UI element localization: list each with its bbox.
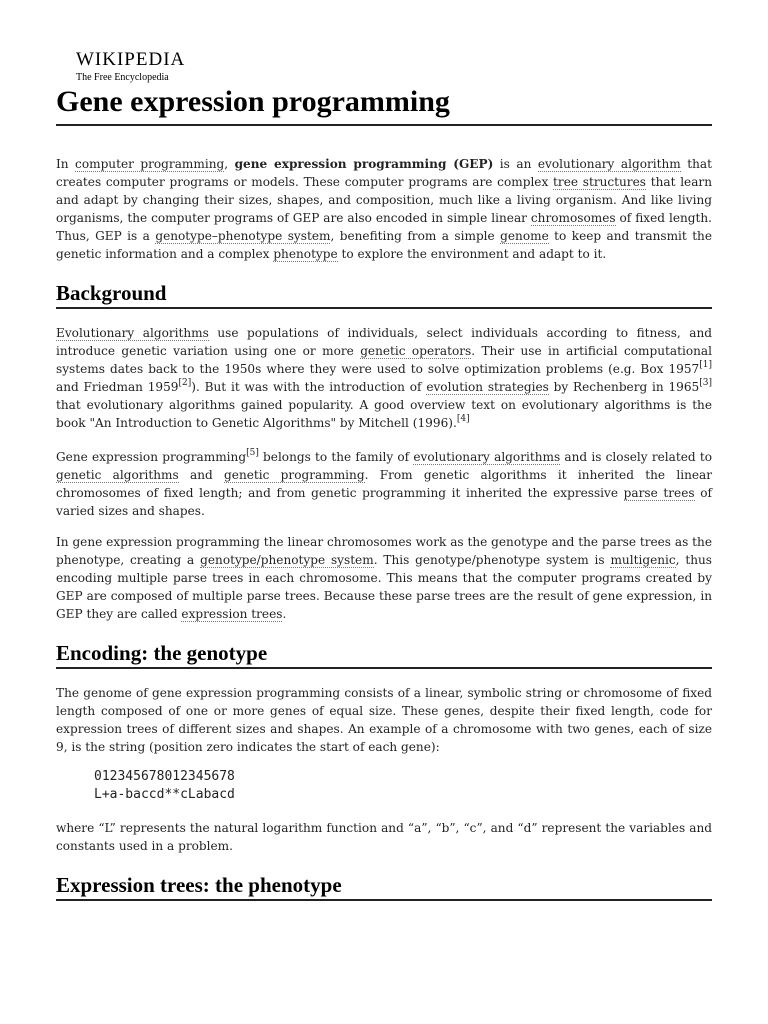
link-evolution-strategies[interactable]: evolution strategies <box>426 380 549 394</box>
background-paragraph-2: Gene expression programming[5] belongs to the family of evolutionary algorithms and is closely related to genetic algorithms and genetic programming. From genetic algorithms it inherited the linear chromosomes of fixed length; and from genetic programming it inherited the expressive parse trees of varied sizes and shapes. <box>56 448 713 518</box>
link-genome[interactable]: genome <box>500 229 549 243</box>
link-evolutionary-algorithm[interactable]: evolutionary algorithm <box>537 157 681 171</box>
link-genetic-algorithms[interactable]: genetic algorithms <box>56 468 179 482</box>
heading-expression-trees: Expression trees: the phenotype <box>56 871 712 901</box>
link-parse-trees[interactable]: parse trees <box>623 486 695 500</box>
background-paragraph-3: In gene expression programming the linear chromosomes work as the genotype and the parse trees as the phenotype, creating a genotype/phenotype system. This genotype/phenotype system is multigenic, thus encoding multiple parse trees in each chromosome. This means that the computer programs created by GEP are composed of multiple parse trees. Because these parse trees are the result of gene expression, in GEP they are called expression trees. <box>56 535 712 621</box>
encoding-paragraph-1: The genome of gene expression programming consists of a linear, symbolic string or chromosome of fixed length composed of one or more genes of equal size. These genes, despite their fixed length, code for expression trees of different sizes and shapes. An example of a chromosome with two genes, each of size 9, is the string (position zero indicates the start of each gene): <box>56 686 712 754</box>
link-computer-programming[interactable]: computer programming <box>75 157 225 171</box>
citation-1[interactable]: [1] <box>699 360 712 370</box>
page-title: Gene expression programming <box>56 82 712 126</box>
term-gep: gene expression programming (GEP) <box>234 157 494 171</box>
link-multigenic[interactable]: multigenic <box>610 553 676 567</box>
link-genetic-programming[interactable]: genetic programming <box>224 468 365 482</box>
link-genotype-phenotype-system-2[interactable]: genotype/phenotype system <box>200 553 374 567</box>
citation-5[interactable]: [5] <box>246 448 259 458</box>
citation-4[interactable]: [4] <box>456 414 470 424</box>
link-genetic-operators[interactable]: genetic operators <box>360 344 472 358</box>
intro-paragraph: In computer programming, gene expression programming (GEP) is an evolutionary algorithm that creates computer programs or models. These computer programs are complex tree structures that learn and adapt by changing their sizes, shapes, and composition, much like a living organism. And like living organisms, the computer programs of GEP are also encoded in simple linear chromosomes of fixed length. Thus, GEP is a genotype–phenotype system, benefiting from a simple genome to keep and transmit the genetic information and a complex phenotype to explore the environment and adapt to it. <box>56 157 712 261</box>
link-chromosomes[interactable]: chromosomes <box>530 211 616 225</box>
link-evolutionary-algorithms[interactable]: Evolutionary algorithms <box>56 326 209 340</box>
citation-3[interactable]: [3] <box>699 378 713 388</box>
link-tree-structures[interactable]: tree structures <box>553 175 646 189</box>
link-expression-trees[interactable]: expression trees <box>181 607 283 621</box>
code-chromosome: L+a-baccd**cLabacd <box>94 787 235 802</box>
encoding-paragraph-2: where “L” represents the natural logarithm function and “a”, “b”, “c”, and “d” represent the variables and constants used in a problem. <box>56 821 712 853</box>
link-genotype-phenotype-system[interactable]: genotype–phenotype system <box>155 229 331 243</box>
logo-wordmark: WIKIPEDIA <box>76 49 186 70</box>
background-paragraph-1: Evolutionary algorithms use populations of individuals, select individuals according to fitness, and introduce genetic variation using one or more genetic operators. Their use in artificial computational systems dates back to the 1950s where they were used to solve optimization problems (e.g. Box 1957[1] and Friedman 1959[2]). But it was with the introduction of evolution strategies by Rechenberg in 1965[3] that evolutionary algorithms gained popularity. A good overview text on evolutionary algorithms is the book "An Introduction to Genetic Algorithms" by Mitchell (1996).[4] <box>56 326 713 430</box>
link-phenotype[interactable]: phenotype <box>273 247 338 261</box>
logo-tagline: The Free Encyclopedia <box>76 72 169 83</box>
heading-encoding: Encoding: the genotype <box>56 639 712 669</box>
citation-2[interactable]: [2] <box>178 378 192 388</box>
code-positions: 012345678012345678 <box>94 769 235 784</box>
wikipedia-logo[interactable] <box>76 50 185 84</box>
heading-background: Background <box>56 279 712 309</box>
link-evolutionary-algorithms-2[interactable]: evolutionary algorithms <box>413 450 561 464</box>
